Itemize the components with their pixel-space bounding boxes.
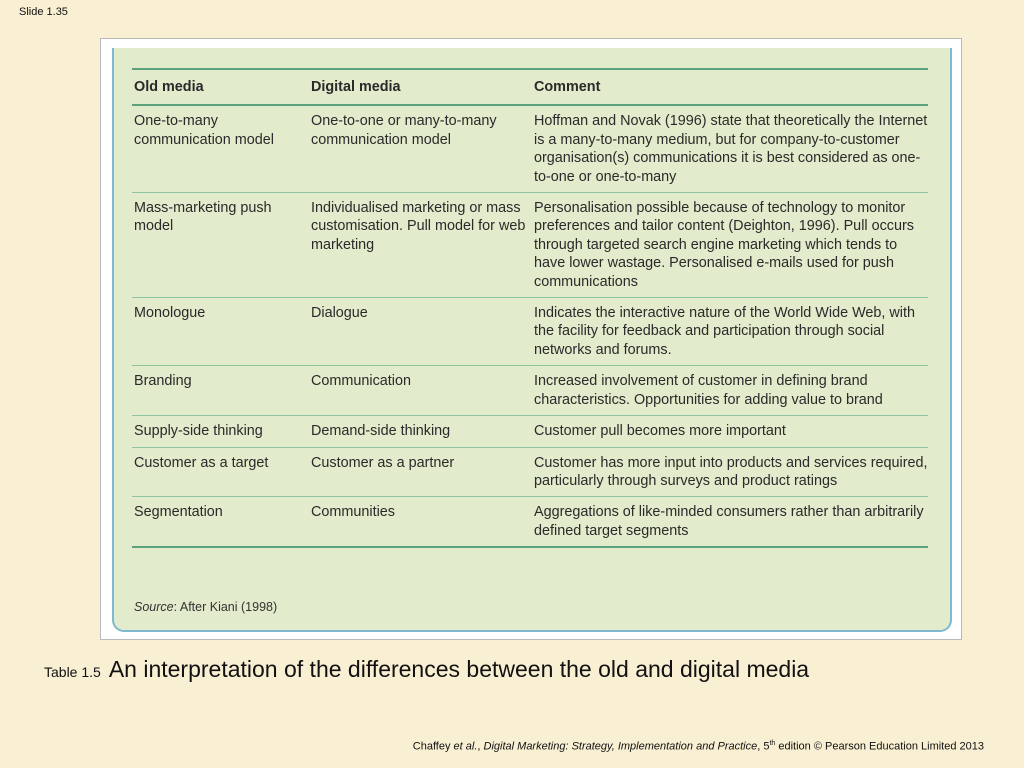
footer-copyright: edition © Pearson Education Limited 2013 [775, 740, 984, 753]
cell-digital-media: Communities [309, 497, 532, 547]
cell-digital-media: Dialogue [309, 298, 532, 366]
table-row [132, 366, 928, 416]
table-caption [44, 656, 809, 683]
footer-book-title: Digital Marketing: Strategy, Implementation and Practice [483, 740, 758, 753]
table-row [132, 447, 928, 497]
caption-title: An interpretation of the differences between the old and digital media [108, 656, 810, 682]
cell-old-media: Monologue [132, 298, 309, 366]
footer-edition-suffix: th [769, 740, 776, 747]
cell-digital-media: Customer as a partner [309, 447, 532, 497]
cell-comment: Customer has more input into products and services required, particularly through surveys and product ratings [532, 447, 928, 497]
table-figure-frame [100, 38, 962, 640]
media-comparison-table [132, 68, 928, 548]
table-row [132, 497, 928, 547]
footer-edition: , 5 [757, 740, 770, 753]
header-old-media: Old media [132, 69, 309, 105]
table-panel-inner [120, 60, 944, 620]
caption-label: Table 1.5 [44, 664, 101, 680]
table-header-row [132, 69, 928, 105]
copyright-footer [413, 740, 984, 753]
cell-comment: Increased involvement of customer in defining brand characteristics. Opportunities for adding value to brand [532, 366, 928, 416]
source-label: Source [134, 600, 174, 614]
slide-number: Slide 1.35 [19, 6, 68, 18]
cell-old-media: Customer as a target [132, 447, 309, 497]
table-row [132, 298, 928, 366]
source-text: : After Kiani (1998) [173, 600, 278, 614]
table-row [132, 193, 928, 298]
cell-old-media: Supply-side thinking [132, 416, 309, 447]
footer-authors: Chaffey [412, 740, 454, 753]
cell-comment: Indicates the interactive nature of the World Wide Web, with the facility for feedback and participation through social networks and forums. [532, 298, 928, 366]
header-comment: Comment [532, 69, 928, 105]
cell-comment: Hoffman and Novak (1996) state that theoretically the Internet is a many-to-many medium, but for company-to-customer organisation(s) communications it is best considered as one-to-one or one-to-many [532, 105, 928, 192]
header-digital-media: Digital media [309, 69, 532, 105]
cell-digital-media: Communication [309, 366, 532, 416]
cell-comment: Personalisation possible because of technology to monitor preferences and tailor content (Deighton, 1996). Pull occurs through targeted search engine marketing which tends to have lower wastage. Personalised e-mails used for push communications [532, 193, 928, 298]
cell-old-media: Branding [132, 366, 309, 416]
table-panel [112, 48, 952, 632]
cell-old-media: Segmentation [132, 497, 309, 547]
cell-digital-media: One-to-one or many-to-many communication model [309, 105, 532, 192]
cell-digital-media: Individualised marketing or mass customisation. Pull model for web marketing [309, 193, 532, 298]
cell-comment: Customer pull becomes more important [532, 416, 928, 447]
cell-old-media: One-to-many communication model [132, 105, 309, 192]
table-row [132, 416, 928, 447]
table-source-note [134, 600, 277, 614]
table-row [132, 105, 928, 192]
footer-et-al: et al. [453, 740, 478, 753]
cell-digital-media: Demand-side thinking [309, 416, 532, 447]
footer-separator: , [477, 740, 484, 753]
cell-comment: Aggregations of like-minded consumers rather than arbitrarily defined target segments [532, 497, 928, 547]
cell-old-media: Mass-marketing push model [132, 193, 309, 298]
